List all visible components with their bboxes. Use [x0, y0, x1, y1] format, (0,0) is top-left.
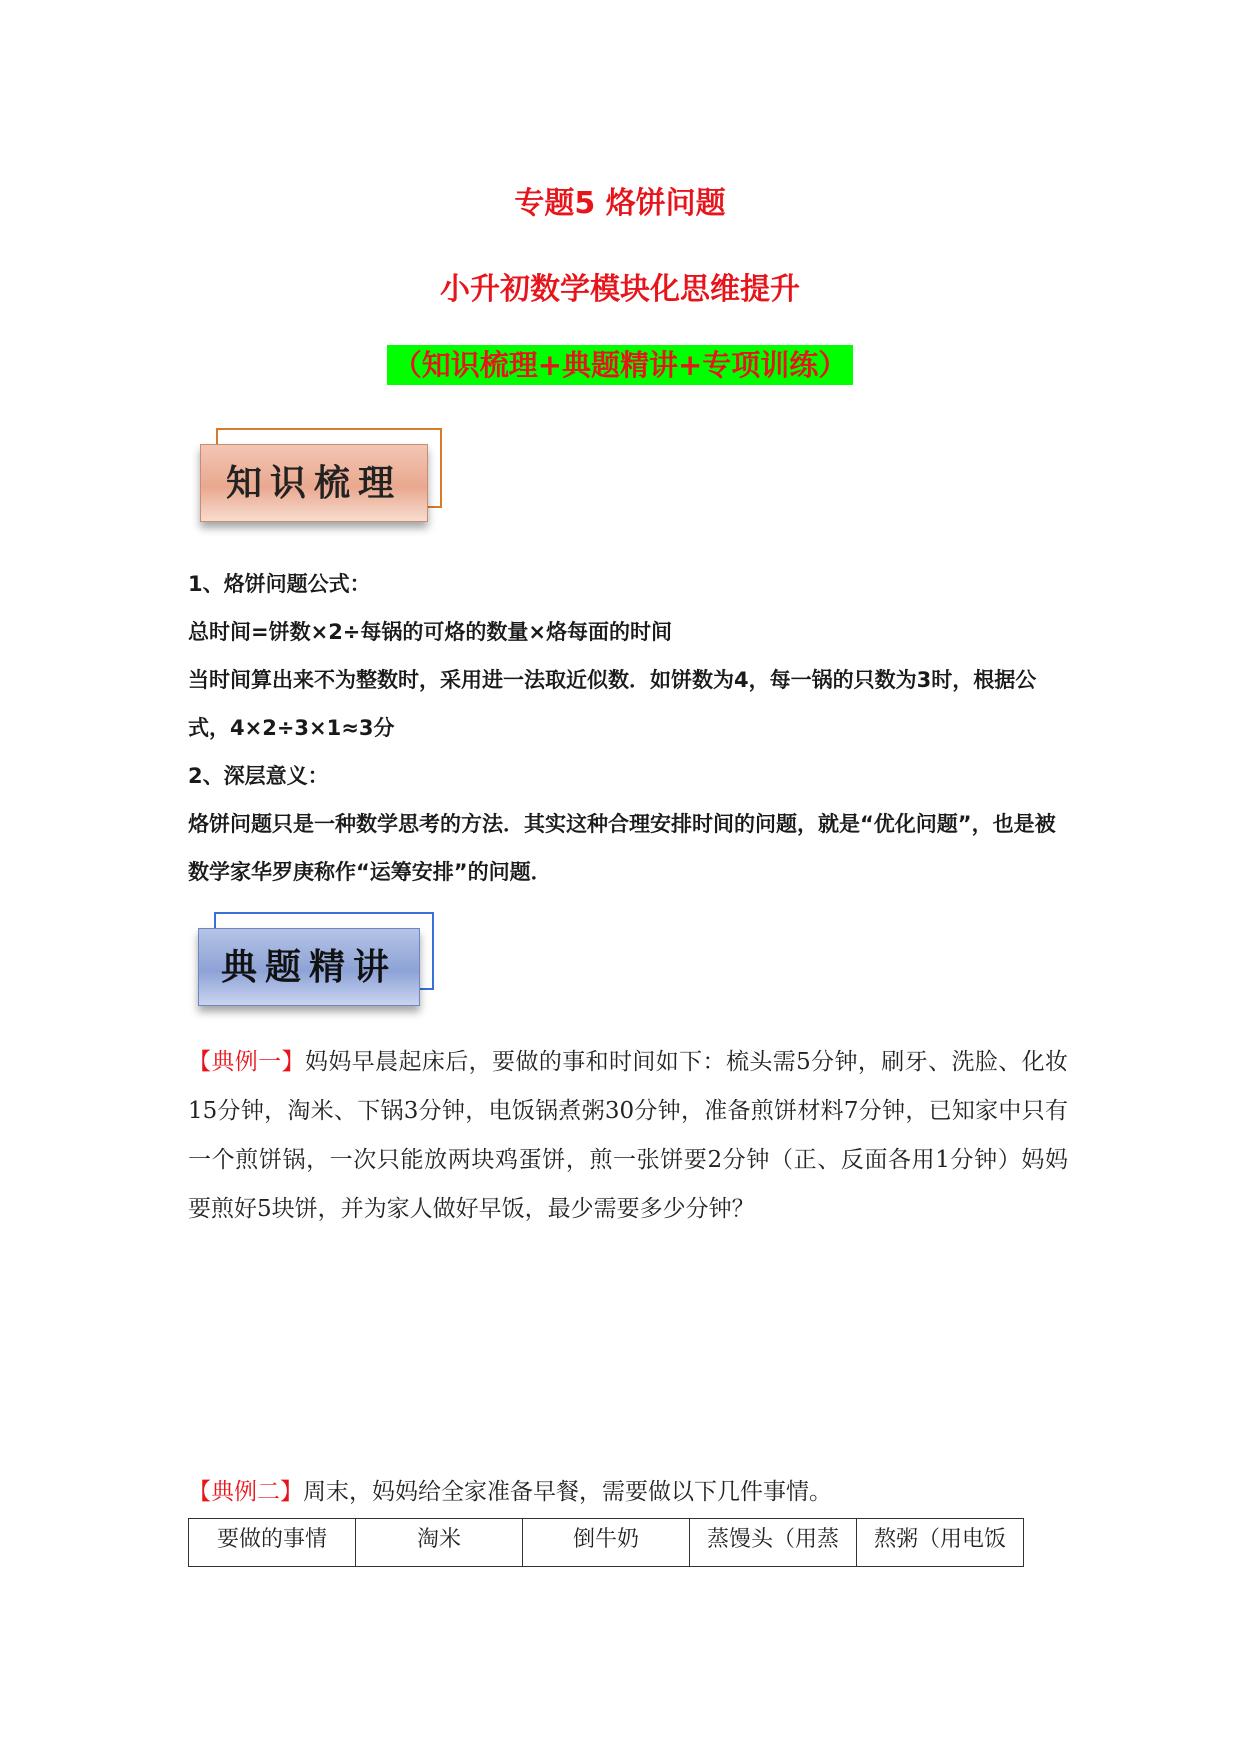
- highlight-line: [0, 345, 1240, 385]
- knowledge-line: 总时间=饼数×2÷每锅的可烙的数量×烙每面的时间: [188, 620, 672, 644]
- knowledge-line: 2、深层意义：: [188, 764, 329, 788]
- knowledge-section: [188, 560, 1068, 896]
- example-one: [188, 1038, 1068, 1234]
- table-cell: 蒸馒头（用蒸: [690, 1519, 857, 1567]
- tasks-table: [188, 1518, 1024, 1567]
- knowledge-line: 1、烙饼问题公式：: [188, 572, 371, 596]
- table-cell: 要做的事情: [189, 1519, 356, 1567]
- knowledge-line: 当时间算出来不为整数时，采用进一法取近似数．如饼数为4，每一锅的只数为3时，根据公式，4×2÷3×1≈3分: [188, 668, 1037, 740]
- examples-banner-label: 典题精讲: [198, 928, 420, 1006]
- example-one-tag: 【典例一】: [188, 1049, 305, 1075]
- example-two-text: 周末，妈妈给全家准备早餐，需要做以下几件事情。: [303, 1479, 832, 1505]
- knowledge-banner: [200, 428, 440, 530]
- examples-banner: [198, 912, 438, 1012]
- knowledge-banner-label: 知识梳理: [200, 444, 428, 522]
- table-row: [189, 1519, 1024, 1567]
- example-two: [188, 1468, 1068, 1517]
- highlight-text: （知识梳理+典题精讲+专项训练）: [387, 345, 854, 385]
- table-cell: 淘米: [356, 1519, 523, 1567]
- table-cell: 倒牛奶: [523, 1519, 690, 1567]
- page-title: 专题5 烙饼问题: [514, 186, 726, 221]
- page-subtitle: 小升初数学模块化思维提升: [440, 272, 800, 307]
- knowledge-line: 烙饼问题只是一种数学思考的方法．其实这种合理安排时间的问题，就是“优化问题”，也是被数学家华罗庚称作“运筹安排”的问题．: [188, 812, 1056, 884]
- example-two-tag: 【典例二】: [188, 1479, 303, 1505]
- example-one-text: 妈妈早晨起床后，要做的事和时间如下：梳头需5分钟，刷牙、洗脸、化妆15分钟，淘米、下锅3分钟，电饭锅煮粥30分钟，准备煎饼材料7分钟，已知家中只有一个煎饼锅，一次只能放两块鸡蛋饼，煎一张饼要2分钟（正、反面各用1分钟）妈妈要煎好5块饼，并为家人做好早饭，最少需要多少分钟？: [188, 1049, 1069, 1222]
- table-cell: 熬粥（用电饭: [857, 1519, 1024, 1567]
